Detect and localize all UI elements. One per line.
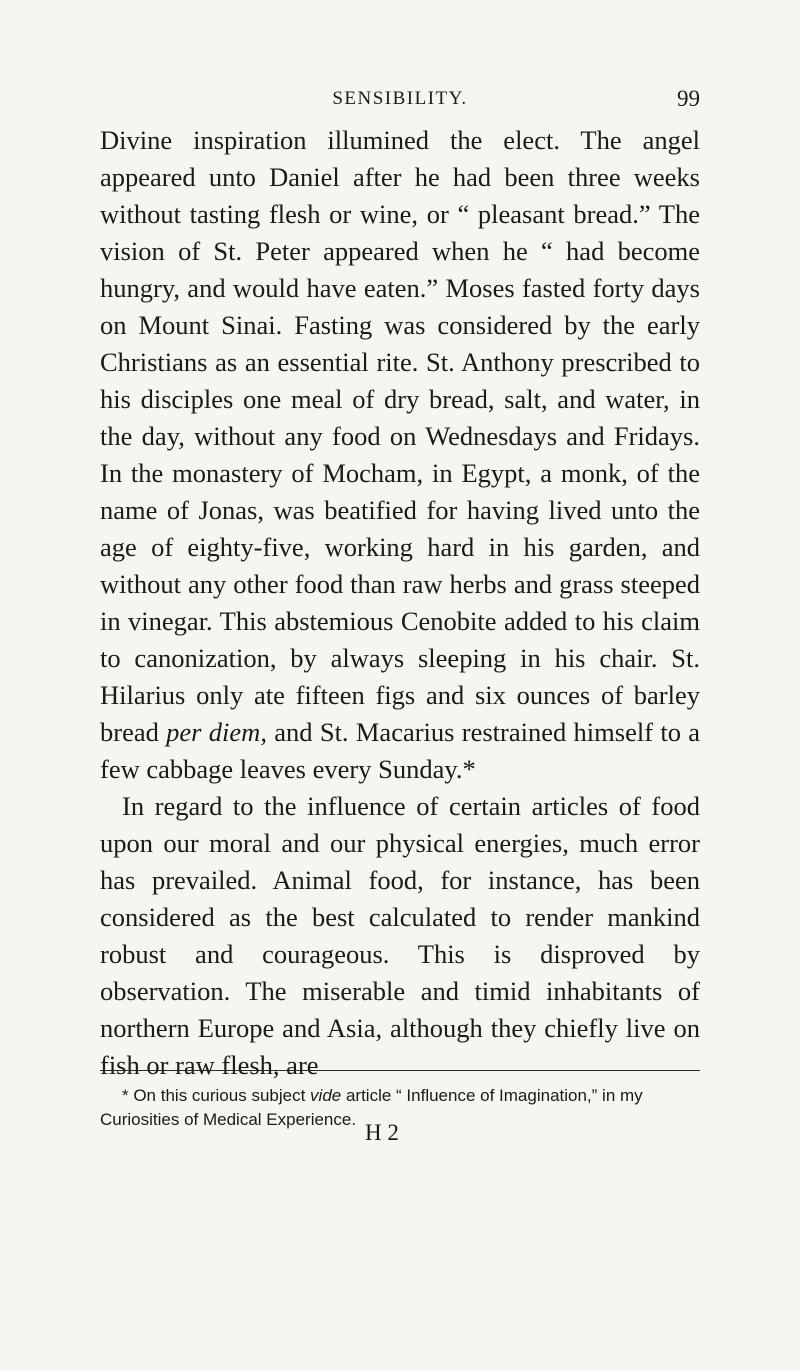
page-number: 99 xyxy=(677,86,700,111)
signature-mark: H 2 xyxy=(365,1120,399,1145)
paragraph-1-italic: per diem, xyxy=(166,717,267,747)
body-text xyxy=(100,122,700,1084)
paragraph-1 xyxy=(100,122,700,788)
running-head xyxy=(100,86,700,114)
footnote-rest: article “ Influence of Imagination,” in my Curiosities of Medical Experience. xyxy=(100,1086,643,1129)
paragraph-1-text: Divine inspiration illumined the elect. The angel appeared unto Daniel after he had been three weeks without tasting flesh or wine, or “ pleasant bread.” The vision of St. Peter appeared when he “ had become hungry, and would have eaten.” Moses fasted forty days on Mount Sinai. Fasting was considered by the early Christians as an essential rite. St. Anthony prescribed to his disciples one meal of dry bread, salt, and water, in the day, without any food on Wednesdays and Fridays. In the monastery of Mocham, in Egypt, a monk, of the name of Jonas, was beatified for having lived unto the age of eighty-five, working hard in his garden, and without any other food than raw herbs and grass steeped in vinegar. This abstemious Cenobite added to his claim to canonization, by always sleeping in his chair. St. Hilarius only ate fifteen figs and six ounces of barley bread xyxy=(100,125,700,747)
footnote-italic: vide xyxy=(310,1086,342,1105)
running-title: SENSIBILITY. xyxy=(332,88,468,109)
footnote-rule xyxy=(100,1070,700,1071)
footnote-lead: * On this curious subject xyxy=(122,1086,306,1105)
footnote xyxy=(100,1084,700,1132)
paragraph-2: In regard to the influence of certain articles of food upon our moral and our physical energies, much error has prevailed. Animal food, for instance, has been considered as the best calculated to render mankind robust and courageous. This is disproved by observation. The miserable and timid inhabitants of northern Europe and Asia, although they chiefly live on fish or raw flesh, are xyxy=(100,791,700,1080)
paragraph-1-end: and St. Macarius restrained himself to a few cabbage leaves every Sunday.* xyxy=(100,717,701,784)
